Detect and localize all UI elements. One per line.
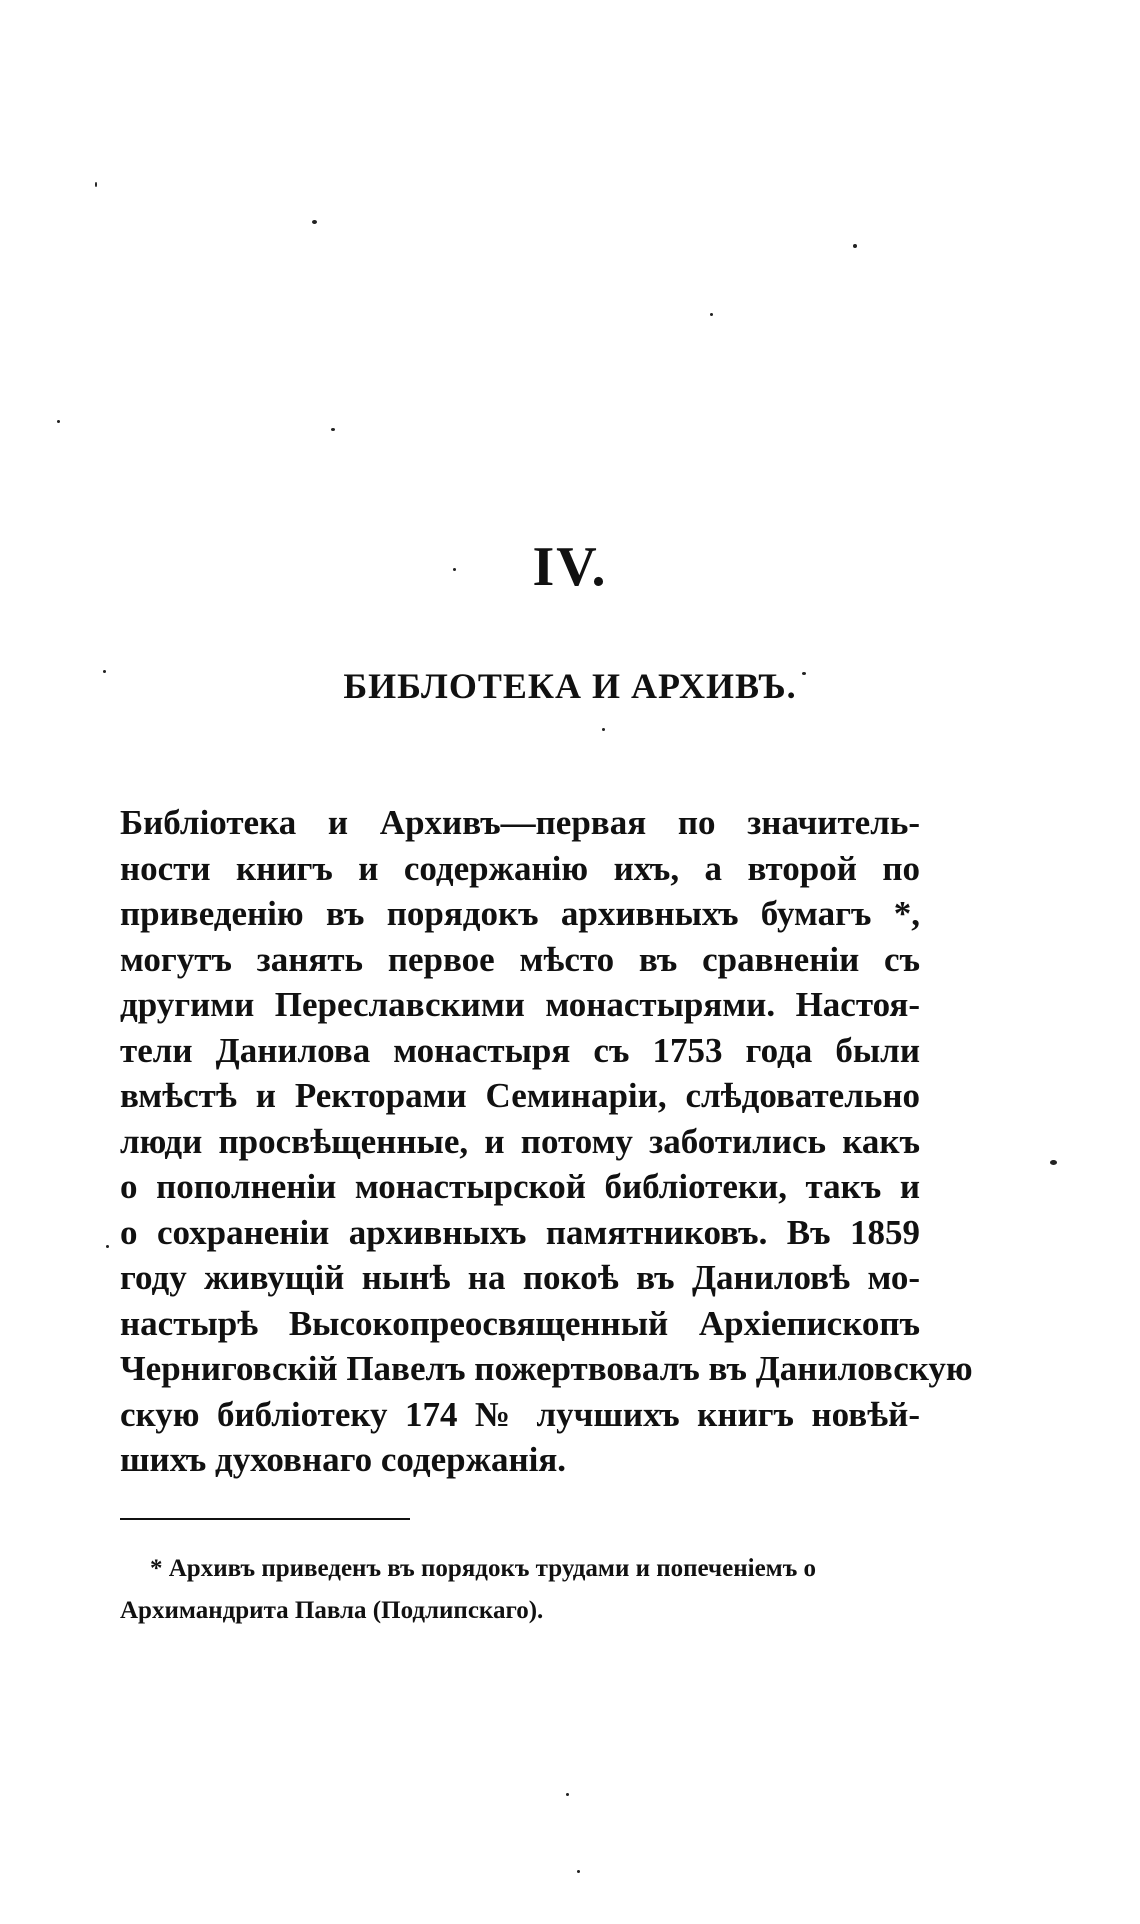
scan-speck xyxy=(95,182,97,187)
footnote-line: * Архивъ приведенъ въ порядокъ трудами и попеченіемъ о xyxy=(150,1555,817,1582)
scan-speck xyxy=(566,1793,569,1796)
footnote xyxy=(120,1548,920,1632)
body-line: о сохраненіи архивныхъ памятниковъ. Въ 1859 xyxy=(120,1212,920,1252)
scan-speck xyxy=(106,1245,109,1248)
body-line: тели Данилова монастыря съ 1753 года были xyxy=(120,1030,920,1070)
body-line: приведенію въ порядокъ архивныхъ бумагъ *, xyxy=(120,894,920,933)
footnote-divider xyxy=(120,1518,410,1520)
scan-speck xyxy=(853,244,857,248)
footnote-line: Архимандрита Павла (Подлипскаго). xyxy=(120,1597,544,1624)
chapter-number: IV. xyxy=(532,536,608,598)
body-line: скую библіотеку 174 № лучшихъ книгъ новѣй- xyxy=(120,1394,920,1434)
scan-speck xyxy=(710,313,713,316)
body-line: могутъ занять первое мѣсто въ сравненіи съ xyxy=(120,939,920,979)
body-line: шихъ духовнаго содержанія. xyxy=(120,1440,567,1479)
body-line: о пополненіи монастырской библіотеки, такъ и xyxy=(120,1167,920,1206)
scan-speck xyxy=(602,728,605,731)
body-line: вмѣстѣ и Ректорами Семинаріи, слѣдовательно xyxy=(120,1076,920,1115)
body-line: году живущій нынѣ на покоѣ въ Даниловѣ мо- xyxy=(120,1258,920,1297)
body-line: люди просвѣщенные, и потому заботились какъ xyxy=(120,1121,920,1161)
scan-speck xyxy=(1050,1160,1057,1165)
scan-speck xyxy=(453,568,456,571)
scan-speck xyxy=(312,220,317,224)
scan-speck xyxy=(577,1870,580,1873)
chapter-title: БИБЛОТЕКА И АРХИВЪ. xyxy=(343,666,797,706)
scan-speck xyxy=(103,670,106,673)
body-line: Черниговскій Павелъ пожертвовалъ въ Даниловскую xyxy=(120,1349,973,1388)
scan-speck xyxy=(57,420,60,423)
scan-speck xyxy=(802,672,806,675)
body-line: настырѣ Высокопреосвященный Архіепископъ xyxy=(120,1303,920,1343)
body-line: Библіотека и Архивъ—первая по значитель- xyxy=(120,803,920,842)
body-paragraph xyxy=(120,800,973,1483)
scan-speck xyxy=(331,428,335,431)
body-line: другими Переславскими монастырями. Настоя- xyxy=(120,985,920,1024)
body-line: ности книгъ и содержанію ихъ, а второй по xyxy=(120,848,920,888)
